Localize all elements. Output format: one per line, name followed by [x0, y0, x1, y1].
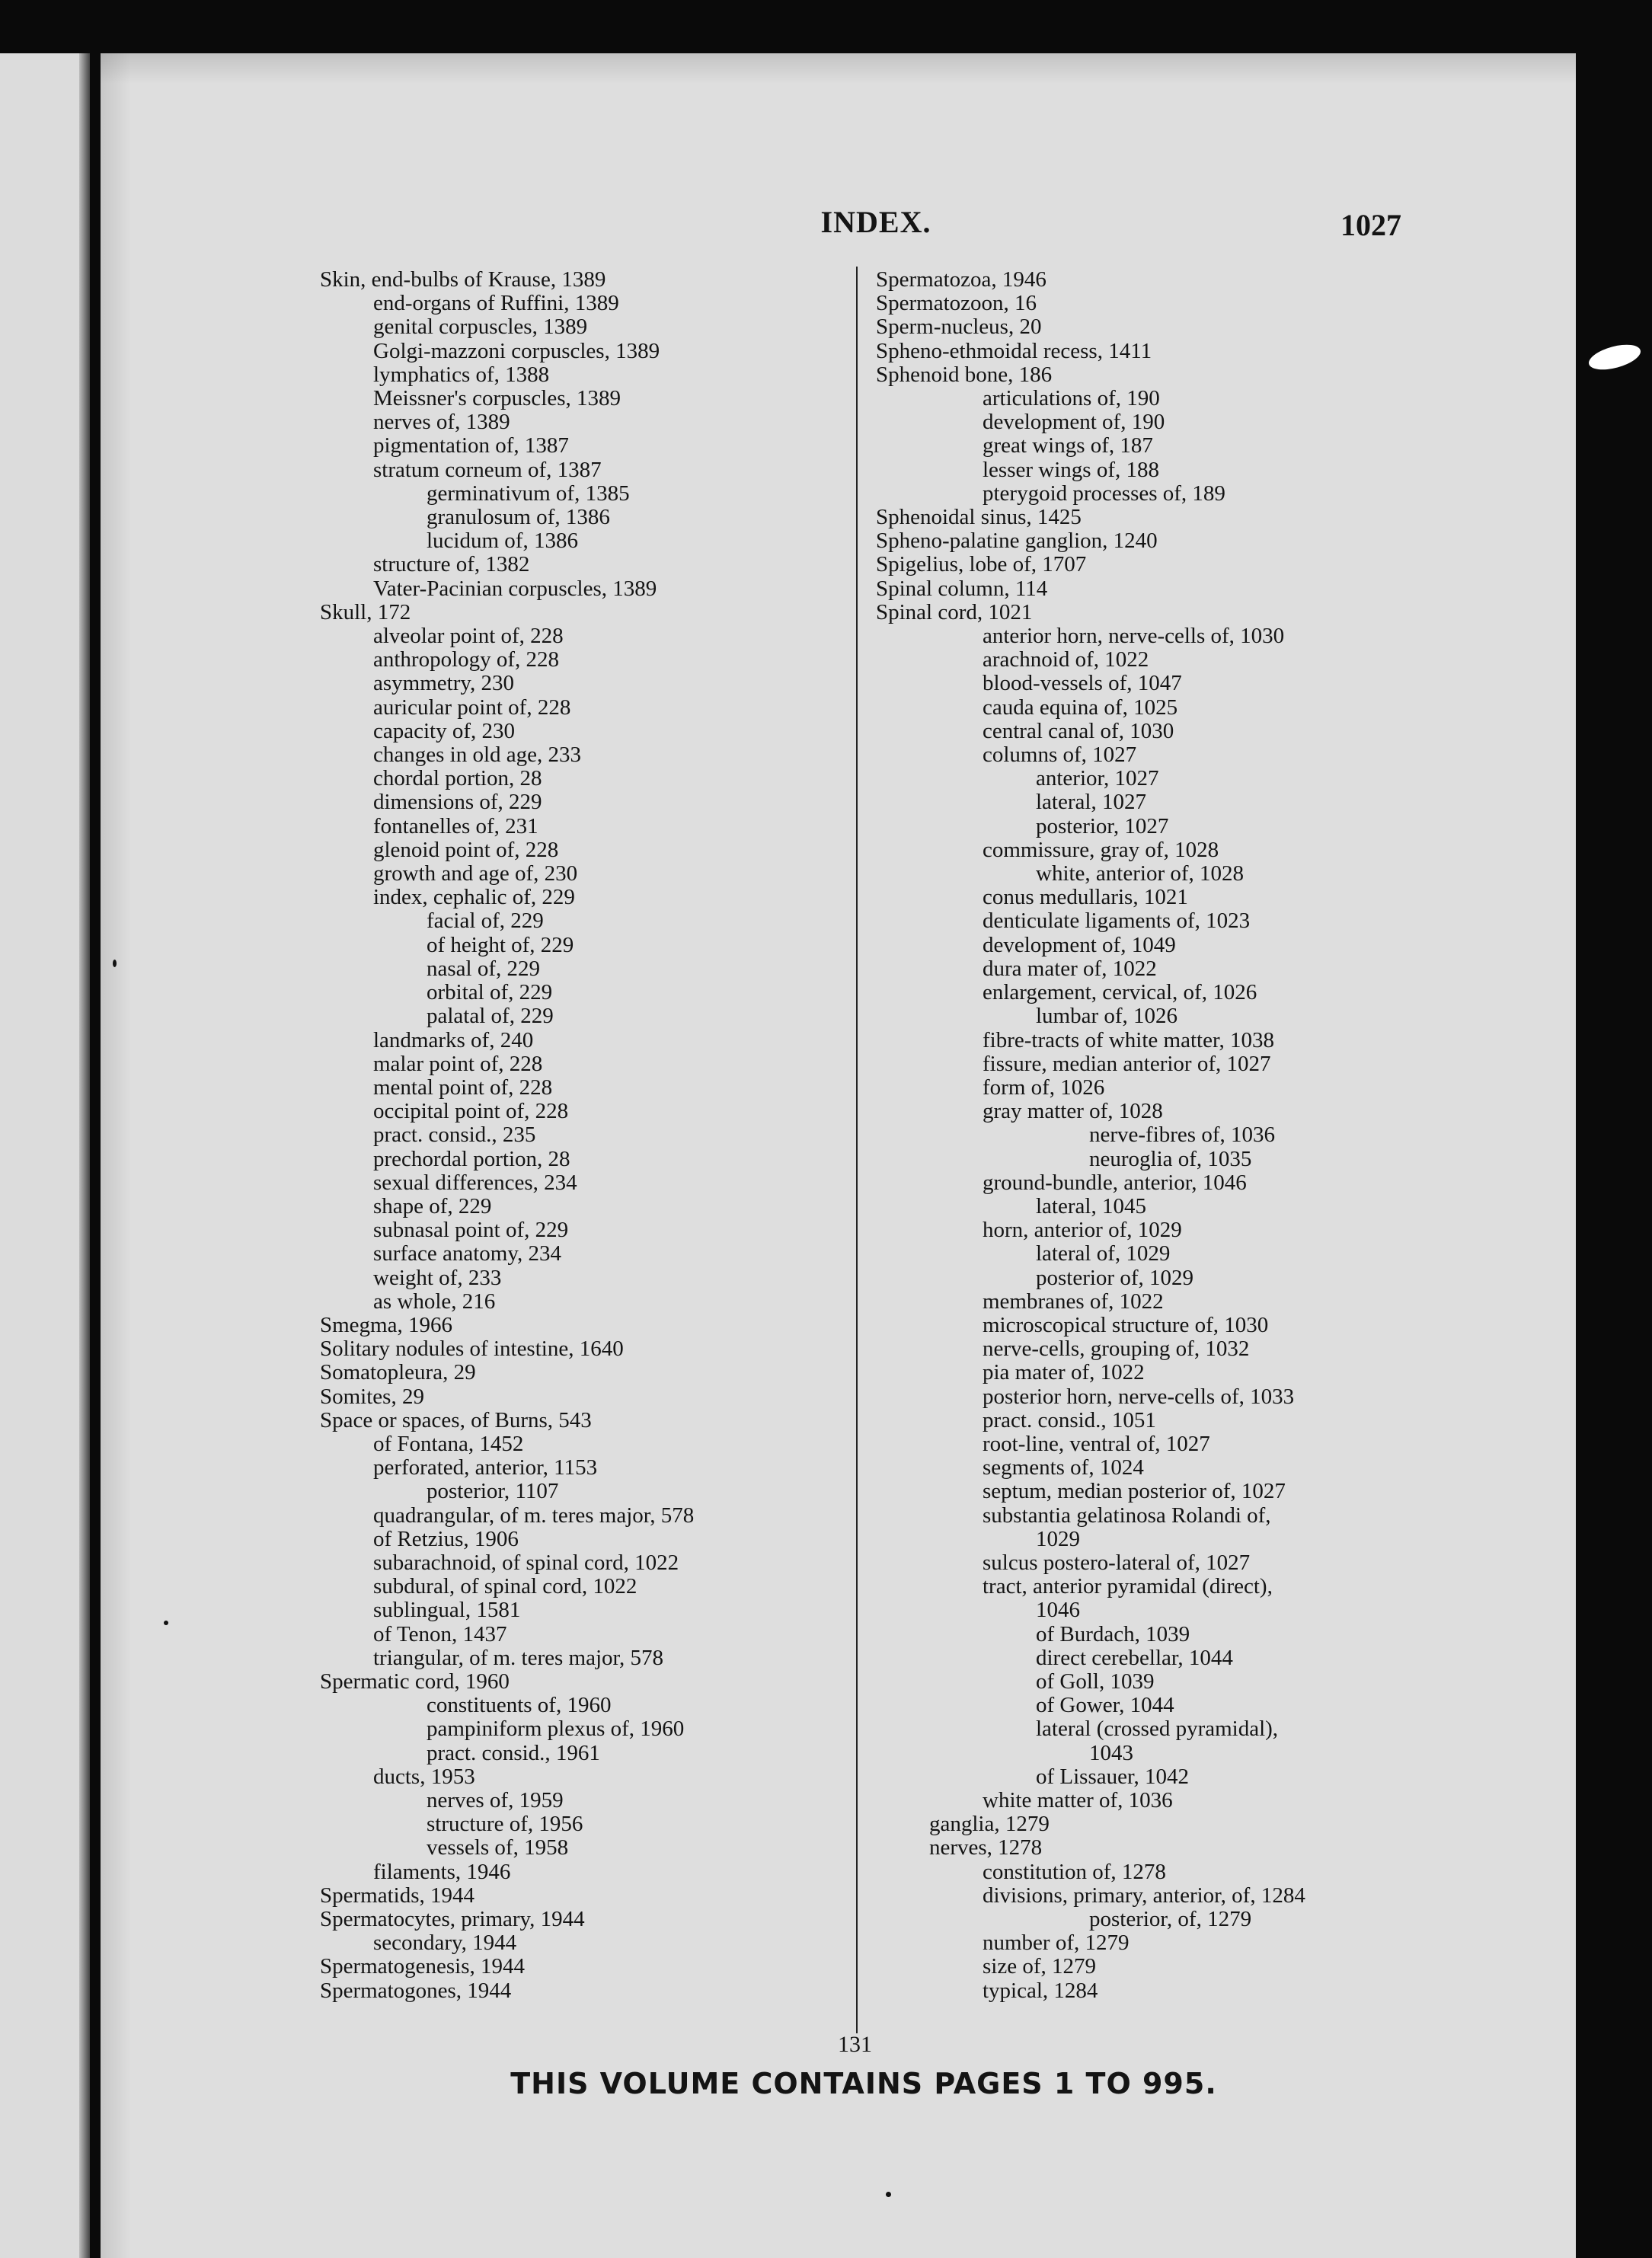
- index-entry: of Burdach, 1039: [1036, 1621, 1190, 1646]
- index-entry: of Lissauer, 1042: [1036, 1764, 1189, 1789]
- index-entry: Spermatic cord, 1960: [320, 1669, 510, 1694]
- index-entry: occipital point of, 228: [373, 1099, 569, 1124]
- index-entry: pigmentation of, 1387: [373, 433, 569, 458]
- index-entry: mental point of, 228: [373, 1075, 553, 1100]
- index-entry: Skull, 172: [320, 599, 411, 624]
- scan-speck: [886, 2192, 891, 2197]
- index-entry: tract, anterior pyramidal (direct),: [983, 1574, 1273, 1599]
- index-entry: triangular, of m. teres major, 578: [373, 1645, 664, 1670]
- index-entry: germinativum of, 1385: [427, 481, 630, 506]
- index-column-left: [320, 268, 694, 2003]
- index-entry: 1029: [1036, 1526, 1080, 1551]
- index-entry: of Retzius, 1906: [373, 1526, 519, 1551]
- index-entry: Solitary nodules of intestine, 1640: [320, 1337, 624, 1362]
- index-entry: horn, anterior of, 1029: [983, 1218, 1182, 1243]
- index-entry: great wings of, 187: [983, 433, 1153, 458]
- scan-speck: [113, 960, 117, 967]
- index-entry: pract. consid., 1961: [427, 1740, 600, 1765]
- index-entry: of Goll, 1039: [1036, 1669, 1155, 1694]
- index-entry: fibre-tracts of white matter, 1038: [983, 1027, 1274, 1052]
- index-entry: Somatopleura, 29: [320, 1360, 476, 1385]
- index-entry: 1046: [1036, 1598, 1080, 1623]
- index-entry: Golgi-mazzoni corpuscles, 1389: [373, 338, 660, 363]
- index-entry: Space or spaces, of Burns, 543: [320, 1407, 592, 1432]
- index-entry: subnasal point of, 229: [373, 1218, 569, 1243]
- index-entry: pampiniform plexus of, 1960: [427, 1717, 685, 1742]
- index-entry: lateral, 1045: [1036, 1193, 1146, 1218]
- book-spine-shadow: [79, 53, 90, 2258]
- index-entry: chordal portion, 28: [373, 766, 542, 791]
- index-entry: subdural, of spinal cord, 1022: [373, 1574, 637, 1599]
- index-entry: changes in old age, 233: [373, 743, 582, 768]
- index-entry: shape of, 229: [373, 1193, 492, 1218]
- index-entry: root-line, ventral of, 1027: [983, 1431, 1210, 1456]
- index-entry: Spinal column, 114: [876, 576, 1048, 601]
- index-entry: palatal of, 229: [427, 1004, 554, 1029]
- index-entry: nasal of, 229: [427, 956, 540, 981]
- index-entry: typical, 1284: [983, 1978, 1098, 2003]
- index-entry: lymphatics of, 1388: [373, 362, 550, 387]
- index-entry: blood-vessels of, 1047: [983, 671, 1182, 696]
- index-entry: Sphenoid bone, 186: [876, 362, 1053, 387]
- index-entry: development of, 190: [983, 410, 1165, 435]
- index-entry: end-organs of Ruffini, 1389: [373, 291, 619, 316]
- index-entry: lateral of, 1029: [1036, 1241, 1171, 1266]
- index-entry: prechordal portion, 28: [373, 1146, 570, 1171]
- index-entry: surface anatomy, 234: [373, 1241, 561, 1266]
- index-entry: posterior, of, 1279: [1089, 1907, 1252, 1932]
- index-entry: granulosum of, 1386: [427, 505, 610, 530]
- index-entry: pract. consid., 235: [373, 1123, 536, 1148]
- index-entry: denticulate ligaments of, 1023: [983, 909, 1251, 934]
- index-entry: Skin, end-bulbs of Krause, 1389: [320, 267, 606, 292]
- index-entry: dura mater of, 1022: [983, 956, 1157, 981]
- index-entry: nerves of, 1389: [373, 410, 510, 435]
- index-entry: septum, median posterior of, 1027: [983, 1479, 1286, 1504]
- index-entry: number of, 1279: [983, 1931, 1130, 1956]
- index-entry: conus medullaris, 1021: [983, 885, 1188, 910]
- index-entry: nerves of, 1959: [427, 1788, 564, 1812]
- index-entry: malar point of, 228: [373, 1051, 543, 1076]
- index-entry: Sphenoidal sinus, 1425: [876, 505, 1082, 530]
- folio-number: 131: [838, 2032, 872, 2057]
- index-entry: central canal of, 1030: [983, 718, 1174, 743]
- index-entry: Spermatozoa, 1946: [876, 267, 1046, 292]
- index-entry: substantia gelatinosa Rolandi of,: [983, 1503, 1271, 1528]
- index-entry: Somites, 29: [320, 1384, 424, 1409]
- index-entry: index, cephalic of, 229: [373, 885, 575, 910]
- index-entry: Vater-Pacinian corpuscles, 1389: [373, 576, 657, 601]
- index-entry: lumbar of, 1026: [1036, 1004, 1178, 1029]
- index-entry: posterior, 1107: [427, 1479, 559, 1504]
- index-entry: subarachnoid, of spinal cord, 1022: [373, 1550, 679, 1575]
- index-entry: structure of, 1956: [427, 1812, 583, 1837]
- index-entry: divisions, primary, anterior, of, 1284: [983, 1883, 1305, 1908]
- index-column-right: [876, 268, 1305, 2003]
- index-entry: Spermatogones, 1944: [320, 1978, 512, 2003]
- index-entry: lesser wings of, 188: [983, 457, 1159, 482]
- column-divider: [856, 267, 858, 2033]
- index-entry: quadrangular, of m. teres major, 578: [373, 1503, 695, 1528]
- index-entry: enlargement, cervical, of, 1026: [983, 980, 1257, 1005]
- index-entry: Spheno-palatine ganglion, 1240: [876, 529, 1158, 554]
- index-entry: of height of, 229: [427, 932, 574, 957]
- index-entry: pia mater of, 1022: [983, 1360, 1145, 1385]
- index-entry: sulcus postero-lateral of, 1027: [983, 1550, 1251, 1575]
- page-number: 1027: [1340, 208, 1401, 242]
- index-entry: lateral, 1027: [1036, 790, 1146, 815]
- index-entry: Spigelius, lobe of, 1707: [876, 552, 1087, 577]
- index-entry: nerves, 1278: [929, 1835, 1043, 1860]
- index-entry: sublingual, 1581: [373, 1598, 521, 1623]
- index-entry: alveolar point of, 228: [373, 624, 564, 649]
- index-entry: Meissner's corpuscles, 1389: [373, 386, 621, 411]
- index-entry: Spheno-ethmoidal recess, 1411: [876, 338, 1152, 363]
- facing-page-edge: [0, 53, 90, 2258]
- index-entry: Sperm-nucleus, 20: [876, 315, 1042, 340]
- index-entry: direct cerebellar, 1044: [1036, 1645, 1233, 1670]
- index-entry: articulations of, 190: [983, 386, 1160, 411]
- index-entry: anterior, 1027: [1036, 766, 1159, 791]
- index-entry: capacity of, 230: [373, 718, 516, 743]
- index-entry: stratum corneum of, 1387: [373, 457, 602, 482]
- index-entry: of Gower, 1044: [1036, 1693, 1174, 1718]
- scan-speck: [164, 1621, 168, 1625]
- index-entry: lucidum of, 1386: [427, 529, 578, 554]
- index-entry: perforated, anterior, 1153: [373, 1455, 598, 1480]
- index-entry: Spermatogenesis, 1944: [320, 1954, 526, 1979]
- index-entry: cauda equina of, 1025: [983, 695, 1178, 720]
- index-entry: nerve-cells, grouping of, 1032: [983, 1337, 1250, 1362]
- index-entry: development of, 1049: [983, 932, 1176, 957]
- index-entry: Spermatozoon, 16: [876, 291, 1037, 316]
- index-entry: constituents of, 1960: [427, 1693, 612, 1718]
- index-entry: of Tenon, 1437: [373, 1621, 507, 1646]
- index-entry: ground-bundle, anterior, 1046: [983, 1170, 1247, 1195]
- index-entry: arachnoid of, 1022: [983, 647, 1149, 672]
- index-entry: constitution of, 1278: [983, 1859, 1166, 1884]
- index-entry: size of, 1279: [983, 1954, 1096, 1979]
- index-entry: orbital of, 229: [427, 980, 553, 1005]
- index-entry: sexual differences, 234: [373, 1170, 577, 1195]
- scan-border: [1576, 53, 1652, 2258]
- index-entry: Spermatocytes, primary, 1944: [320, 1907, 585, 1932]
- index-entry: Spermatids, 1944: [320, 1883, 475, 1908]
- index-entry: secondary, 1944: [373, 1931, 517, 1956]
- index-entry: ducts, 1953: [373, 1764, 475, 1789]
- index-entry: landmarks of, 240: [373, 1027, 534, 1052]
- volume-notice: THIS VOLUME CONTAINS PAGES 1 TO 995.: [510, 2067, 1217, 2100]
- index-entry: membranes of, 1022: [983, 1289, 1164, 1314]
- index-entry: growth and age of, 230: [373, 861, 578, 886]
- index-entry: Spinal cord, 1021: [876, 599, 1033, 624]
- index-entry: white matter of, 1036: [983, 1788, 1173, 1812]
- index-entry: commissure, gray of, 1028: [983, 837, 1219, 862]
- index-entry: segments of, 1024: [983, 1455, 1144, 1480]
- index-entry: posterior horn, nerve-cells of, 1033: [983, 1384, 1295, 1409]
- index-entry: microscopical structure of, 1030: [983, 1312, 1269, 1337]
- index-entry: vessels of, 1958: [427, 1835, 569, 1860]
- index-entry: weight of, 233: [373, 1265, 502, 1290]
- index-entry: anterior horn, nerve-cells of, 1030: [983, 624, 1285, 649]
- index-entry: filaments, 1946: [373, 1859, 511, 1884]
- index-entry: posterior, 1027: [1036, 813, 1169, 838]
- index-entry: of Fontana, 1452: [373, 1431, 524, 1456]
- index-entry: 1043: [1089, 1740, 1133, 1765]
- index-entry: white, anterior of, 1028: [1036, 861, 1245, 886]
- index-entry: facial of, 229: [427, 909, 544, 934]
- page-title: INDEX.: [820, 205, 931, 239]
- index-entry: gray matter of, 1028: [983, 1099, 1163, 1124]
- index-entry: neuroglia of, 1035: [1089, 1146, 1252, 1171]
- index-entry: as whole, 216: [373, 1289, 496, 1314]
- index-entry: asymmetry, 230: [373, 671, 514, 696]
- index-entry: fontanelles of, 231: [373, 813, 538, 838]
- index-entry: ganglia, 1279: [929, 1812, 1050, 1837]
- index-entry: Smegma, 1966: [320, 1312, 452, 1337]
- index-entry: pterygoid processes of, 189: [983, 481, 1225, 506]
- index-entry: auricular point of, 228: [373, 695, 571, 720]
- index-entry: nerve-fibres of, 1036: [1089, 1123, 1275, 1148]
- index-entry: form of, 1026: [983, 1075, 1105, 1100]
- index-entry: genital corpuscles, 1389: [373, 315, 588, 340]
- index-entry: posterior of, 1029: [1036, 1265, 1193, 1290]
- index-entry: fissure, median anterior of, 1027: [983, 1051, 1271, 1076]
- index-entry: glenoid point of, 228: [373, 837, 559, 862]
- index-entry: dimensions of, 229: [373, 790, 542, 815]
- index-entry: pract. consid., 1051: [983, 1407, 1156, 1432]
- index-entry: columns of, 1027: [983, 743, 1137, 768]
- index-entry: anthropology of, 228: [373, 647, 560, 672]
- index-entry: structure of, 1382: [373, 552, 530, 577]
- index-entry: lateral (crossed pyramidal),: [1036, 1717, 1279, 1742]
